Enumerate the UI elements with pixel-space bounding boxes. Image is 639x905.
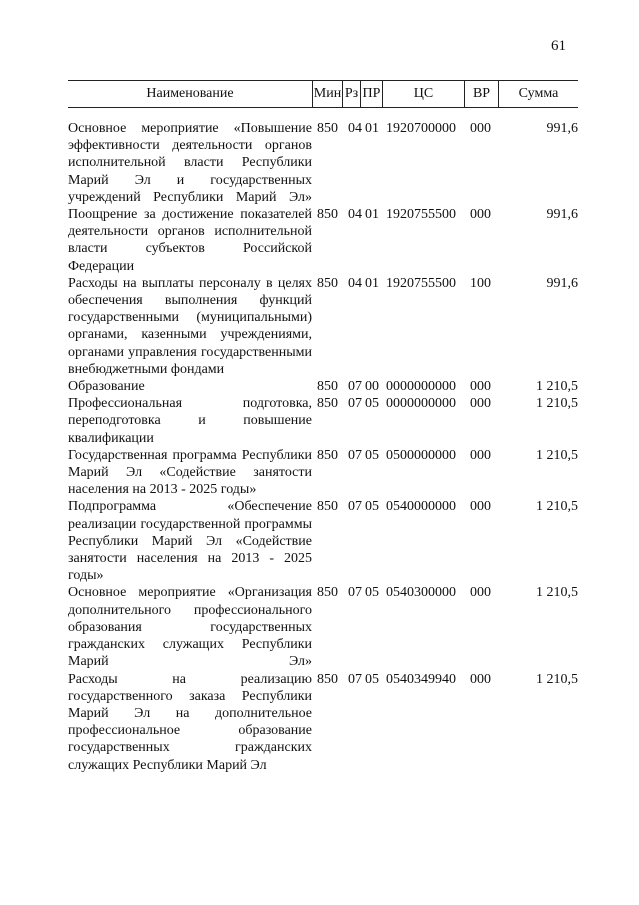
- header-vr: ВР: [472, 86, 491, 101]
- row-pr: 05: [365, 671, 379, 687]
- row-rz: 07: [348, 671, 362, 687]
- row-rz: 07: [348, 447, 362, 463]
- row-vr: 000: [470, 207, 491, 223]
- row-sum: 991,6: [546, 207, 578, 223]
- row-rz: 07: [348, 379, 362, 395]
- row-pr: 05: [365, 499, 379, 515]
- row-vr: 000: [470, 585, 491, 601]
- row-sum: 1 210,5: [536, 379, 578, 395]
- row-name: Основное мероприятие «Организация дополнительного профессионального образования государственных гражданских служащих Республики Марий Эл»: [68, 585, 312, 670]
- row-rz: 07: [348, 396, 362, 412]
- table-row: [68, 120, 578, 206]
- row-name: Основное мероприятие «Повышение эффективности деятельности органов исполнительной власти Республики Марий Эл и государственных учреждений Республики Марий Эл»: [68, 121, 312, 205]
- row-sum: 991,6: [546, 275, 578, 291]
- row-min: 850: [317, 447, 338, 463]
- row-pr: 05: [365, 396, 379, 412]
- table-row: [68, 275, 578, 378]
- row-min: 850: [317, 396, 338, 412]
- table-row: [68, 671, 578, 774]
- row-min: 850: [317, 499, 338, 515]
- row-rz: 04: [348, 121, 362, 136]
- table-body: [68, 120, 578, 774]
- row-rz: 07: [348, 585, 362, 601]
- row-pr: 01: [365, 207, 379, 223]
- row-cs: 0500000000: [386, 447, 456, 463]
- row-vr: 000: [470, 447, 491, 463]
- header-sum: Сумма: [518, 86, 559, 101]
- row-name: Поощрение за достижение показателей деятельности органов исполнительной власти субъектов Российской Федерации: [68, 207, 312, 274]
- page-number: 61: [551, 38, 566, 54]
- row-name: Подпрограмма «Обеспечение реализации государственной программы Республики Марий Эл «Содействие занятости населения на 2013 - 2025 годы»: [68, 499, 312, 584]
- row-sum: 991,6: [546, 121, 578, 136]
- row-vr: 000: [470, 379, 491, 395]
- row-sum: 1 210,5: [536, 396, 578, 412]
- table-row: [68, 447, 578, 499]
- row-cs: 1920700000: [386, 121, 456, 136]
- row-cs: 0000000000: [386, 379, 456, 395]
- table-header: [68, 80, 578, 108]
- row-pr: 01: [365, 121, 379, 136]
- row-vr: 000: [470, 671, 491, 687]
- row-rz: 04: [348, 207, 362, 223]
- row-min: 850: [317, 121, 338, 136]
- row-pr: 00: [365, 379, 379, 395]
- row-cs: 1920755500: [386, 207, 456, 223]
- header-rz: Рз: [344, 86, 359, 101]
- row-sum: 1 210,5: [536, 499, 578, 515]
- row-min: 850: [317, 671, 338, 687]
- row-rz: 07: [348, 499, 362, 515]
- row-rz: 04: [348, 275, 362, 291]
- row-cs: 1920755500: [386, 275, 456, 291]
- row-min: 850: [317, 207, 338, 223]
- row-name: Государственная программа Республики Марий Эл «Содействие занятости населения на 2013 - 2025 годы»: [68, 447, 312, 498]
- row-name: Профессиональная подготовка, переподготовка и повышение квалификации: [68, 396, 312, 446]
- row-cs: 0540300000: [386, 585, 456, 601]
- row-vr: 000: [470, 499, 491, 515]
- row-min: 850: [317, 585, 338, 601]
- row-sum: 1 210,5: [536, 671, 578, 687]
- table-row: [68, 378, 578, 395]
- row-sum: 1 210,5: [536, 585, 578, 601]
- row-vr: 000: [470, 121, 491, 136]
- row-cs: 0540000000: [386, 499, 456, 515]
- row-min: 850: [317, 379, 338, 395]
- row-pr: 05: [365, 447, 379, 463]
- table-row: [68, 395, 578, 447]
- row-vr: 000: [470, 396, 491, 412]
- header-min: Мин: [313, 86, 342, 101]
- row-name: Образование: [68, 379, 145, 395]
- row-name: Расходы на выплаты персоналу в целях обеспечения выполнения функций государственными (муниципальными) органами, казенными учреждениями, органами управления государственными внебюджетными фондами: [68, 275, 312, 377]
- row-name: Расходы на реализацию государственного заказа Республики Марий Эл на дополнительное профессиональное образование государственных гражданских служащих Республики Марий Эл: [68, 671, 312, 773]
- row-pr: 01: [365, 275, 379, 291]
- row-cs: 0000000000: [386, 396, 456, 412]
- row-min: 850: [317, 275, 338, 291]
- table-row: [68, 584, 578, 670]
- row-sum: 1 210,5: [536, 447, 578, 463]
- header-cs: ЦС: [413, 86, 434, 101]
- table-row: [68, 206, 578, 275]
- row-pr: 05: [365, 585, 379, 601]
- header-name: Наименование: [146, 86, 234, 101]
- header-pr: ПР: [362, 86, 381, 101]
- row-vr: 100: [470, 275, 491, 291]
- table-row: [68, 498, 578, 584]
- row-cs: 0540349940: [386, 671, 456, 687]
